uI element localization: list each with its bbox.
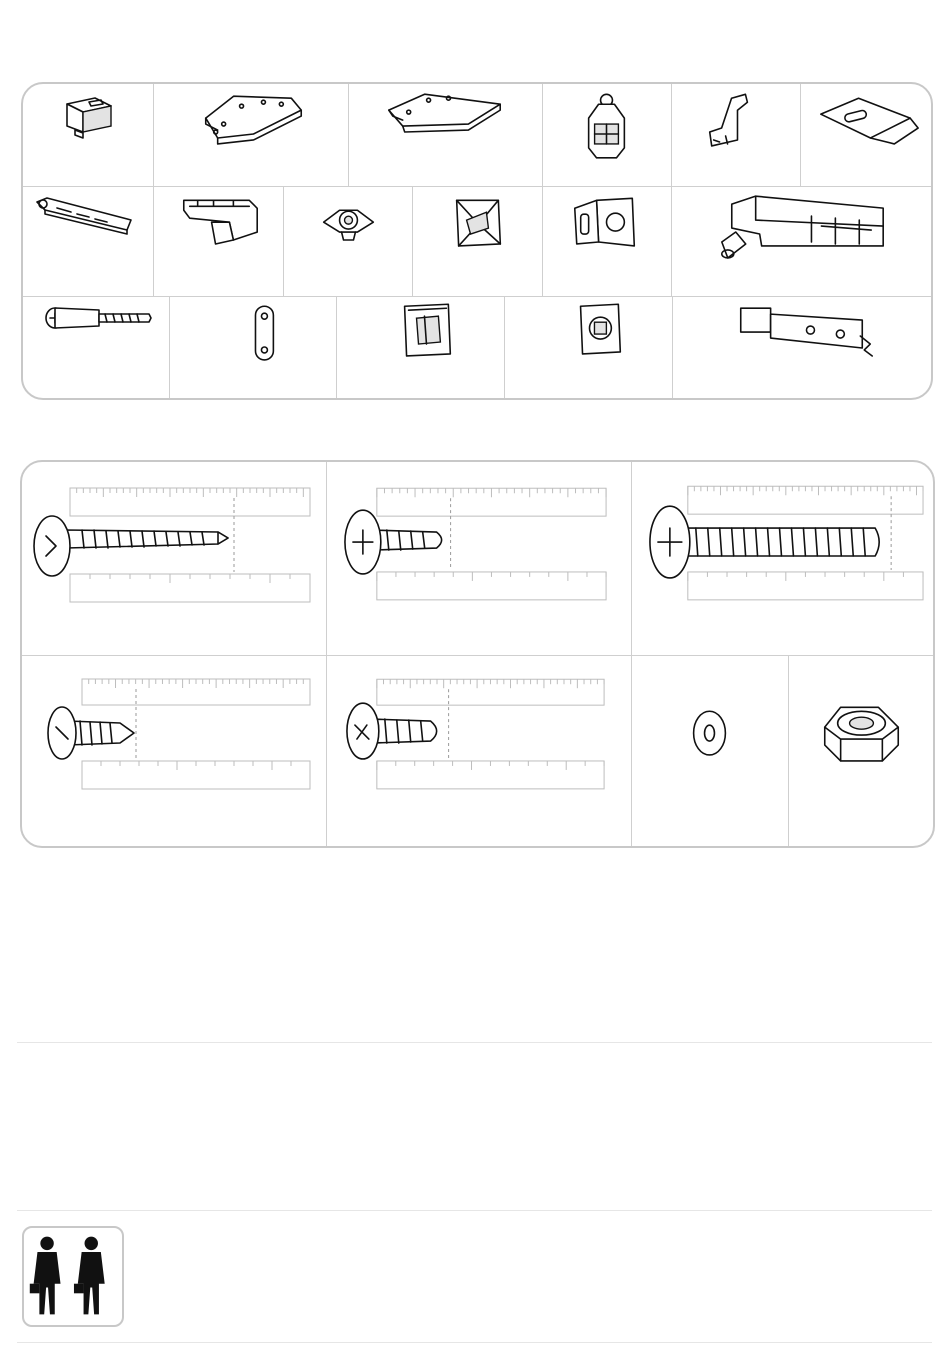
fastener-cell (22, 655, 326, 846)
part-cell (153, 186, 283, 296)
hex-nut-icon (789, 655, 933, 846)
parts-row-3 (23, 296, 931, 398)
square-clip-icon (413, 186, 542, 296)
link-plate-icon (170, 296, 336, 398)
part-cell (412, 186, 542, 296)
section-divider (17, 1342, 932, 1343)
long-rail-bracket-icon (672, 186, 931, 296)
two-person-assembly-icon (24, 1228, 122, 1325)
part-cell (800, 84, 931, 186)
part-cell (542, 186, 671, 296)
perforated-strap-icon (23, 186, 153, 296)
fastener-cell (631, 655, 788, 846)
fastener-cell (631, 462, 933, 655)
corner-bracket-icon (154, 186, 283, 296)
person-figure (30, 1237, 61, 1315)
wing-nut-cam-icon (284, 186, 412, 296)
person-figure (74, 1237, 105, 1315)
fastener-cell (326, 462, 631, 655)
slide-rail-icon (673, 296, 931, 398)
part-cell (542, 84, 671, 186)
square-socket-icon (505, 296, 672, 398)
part-cell (504, 296, 672, 398)
part-cell (283, 186, 412, 296)
part-cell (671, 186, 931, 296)
slotted-cover-bracket-icon (801, 84, 931, 186)
fastener-cell (22, 462, 326, 655)
part-cell (23, 186, 153, 296)
part-cell (169, 296, 336, 398)
medium-screw-icon (327, 655, 631, 846)
fasteners-row-1 (22, 462, 933, 655)
two-person-assembly-badge (22, 1226, 124, 1327)
part-cell (671, 84, 800, 186)
parts-row-1 (23, 84, 931, 186)
small-bent-bracket-icon (672, 84, 800, 186)
square-mount-icon (337, 296, 504, 398)
long-machine-screw-icon (632, 462, 933, 655)
hardware-parts-panel (21, 82, 933, 400)
fasteners-panel (20, 460, 935, 848)
parts-row-2 (23, 186, 931, 296)
fastener-cell (788, 655, 933, 846)
part-cell (336, 296, 504, 398)
short-blunt-screw-icon (327, 462, 631, 655)
part-cell (348, 84, 542, 186)
part-cell (153, 84, 348, 186)
part-cell (23, 296, 169, 398)
long-bolt-icon (23, 296, 169, 398)
angled-bracket-plate-icon (349, 84, 542, 186)
fastener-cell (326, 655, 631, 846)
section-divider (17, 1210, 932, 1211)
mounting-plate-icon (154, 84, 348, 186)
hinged-plate-icon (543, 186, 671, 296)
part-cell (672, 296, 931, 398)
fasteners-row-2 (22, 655, 933, 846)
long-pointed-screw-icon (22, 462, 326, 655)
washer-icon (632, 655, 788, 846)
connector-block-icon (23, 84, 153, 186)
short-pointed-screw-icon (22, 655, 326, 846)
part-cell (23, 84, 153, 186)
section-divider (17, 1042, 932, 1043)
hinge-clip-icon (543, 84, 671, 186)
